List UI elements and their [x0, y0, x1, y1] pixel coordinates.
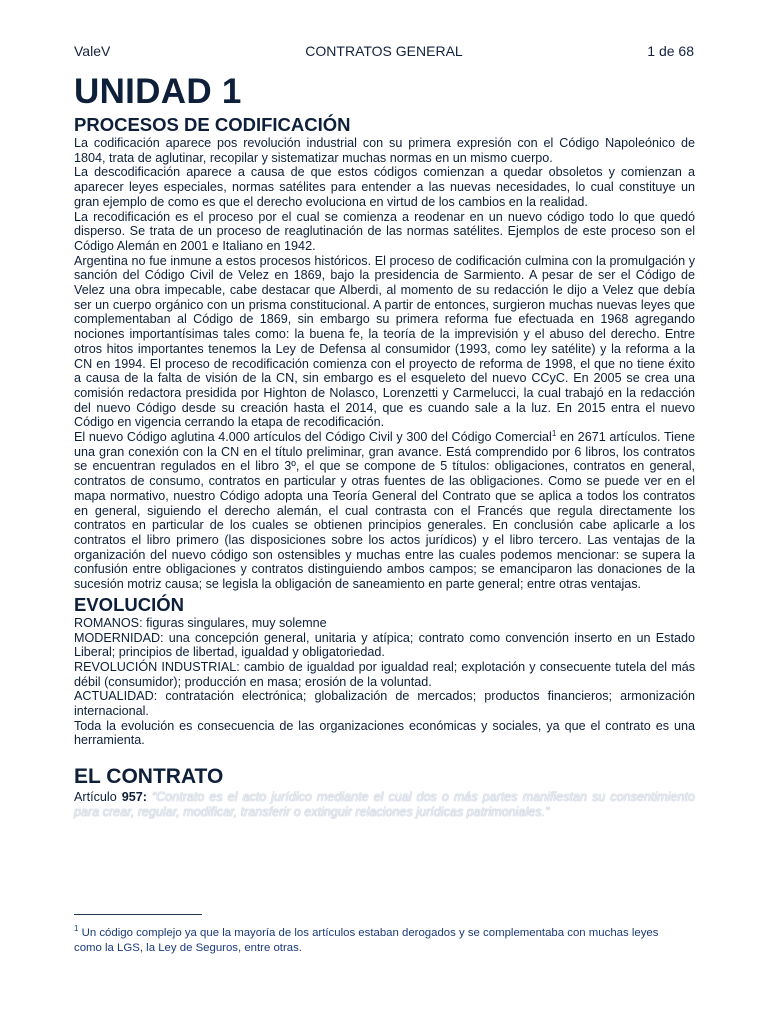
article-number: 957:	[121, 790, 147, 805]
article-quote: “Contrato es el acto jurídico mediante el cual dos o más partes manifiestan su consentimiento para crear, regular, modificar, transferir o extinguir relaciones jurídicas patrimoniales.”	[74, 790, 695, 819]
page-number: 1 de 68	[647, 43, 694, 59]
header-author: ValeV	[74, 43, 111, 59]
document-body	[74, 72, 695, 820]
paragraph: La codificación aparece pos revolución industrial con su primera expresión con el Código Napoleónico de 1804, trata de aglutinar, recopilar y sistematizar muchas normas en un mismo cuerpo.	[74, 136, 695, 165]
evolution-item: MODERNIDAD: una concepción general, unitaria y atípica; contrato como convención inserto en un Estado Liberal; principios de libertad, igualdad y obligatoriedad.	[74, 630, 695, 660]
evolution-item: ROMANOS: figuras singulares, muy solemne	[74, 615, 327, 630]
evolution-item: REVOLUCIÓN INDUSTRIAL: cambio de igualdad por igualdad real; explotación y consecuente tutela del más débil (consumidor); producción en masa; erosión de la voluntad.	[74, 659, 695, 689]
footnote-reference[interactable]: 1	[551, 428, 557, 438]
section-heading-evolucion: EVOLUCIÓN	[74, 593, 184, 615]
header-title: CONTRATOS GENERAL	[305, 43, 463, 59]
paragraph: La recodificación es el proceso por el cual se comienza a reodenar en un nuevo código todo lo que quedó disperso. Se trata de un proceso de reaglutinación de las normas satélites. Ejemplos de este proceso son el Código Alemán en 2001 e Italiano en 1942.	[74, 209, 695, 253]
paragraph-text: El nuevo Código aglutina 4.000 artículos del Código Civil y 300 del Código Comercial	[74, 430, 552, 445]
footnote-divider	[74, 914, 202, 915]
paragraph-text: en 2671 artículos. Tiene una gran conexión con la CN en el título preliminar, gran avance. Está comprendido por 6 libros, los contratos se encuentran regulados en el libro 3º, el que se compone de 5 títulos: obligaciones, contratos en general, contratos de consumo, contratos en particular y otras fuentes de las obligaciones. Como se puede ver en el mapa normativo, nuestro Código adopta una Teoría General del Contrato que se aplica a todos los contratos en general, siguiendo el derecho alemán, el cual contrasta con el Francés que regula directamente los contratos en particular de los cuales se obtienen principios generales. En conclusión cabe aplicarle a los contratos el libro primero (las disposiciones sobre los actos jurídicos) y el libro tercero. Las ventajas de la organización del nuevo código son ostensibles y muchas entre las cuales podemos mencionar: se supera la confusión entre obligaciones y contratos distinguiendo ambos campos; se emanciparon las donaciones de la sucesión motriz causa; se legisla la obligación de saneamiento en parte general; entre otras ventajas.	[74, 430, 695, 592]
paragraph	[74, 430, 695, 592]
footnote-text: Un código complejo ya que la mayoría de los artículos estaban derogados y se complementaba con muchas leyes como la LGS, la Ley de Seguros, entre otras.	[74, 927, 659, 954]
paragraph: Argentina no fue inmune a estos procesos históricos. El proceso de codificación culmina con la promulgación y sanción del Código Civil de Velez en 1869, bajo la presidencia de Sarmiento. A pesar de ser el Código de Velez una obra impecable, cabe destacar que Alberdi, al momento de su redacción le dijo a Velez que debía ser un cuerpo orgánico con un prisma constitucional. A partir de entonces, surgieron muchas nuevas leyes que complementaban al Código de 1869, sin embargo su primera reforma fue efectuada en 1968 agregando nociones importantísimas tales como: la buena fe, la teoría de la imprevisión y el abuso del derecho. Entre otros hitos importantes tenemos la Ley de Defensa al consumidor (1993, como ley satélite) y la reforma a la CN en 1994. El proceso de recodificación comienza con el proyecto de reforma de 1998, el que no tiene éxito a causa de la falta de visión de la CN, sin embargo es el esqueleto del nuevo CCyC. En 2005 se crea una comisión redactora presidida por Highton de Nolasco, Lorenzetti y Carmelucci, la cual trabajó en la redacción del nuevo Código desde su creación hasta el 2014, que es cuando sale a la luz. En 2015 entra el nuevo Código en vigencia cerrando la etapa de recodificación.	[74, 253, 695, 430]
section-heading-contrato: EL CONTRATO	[74, 765, 224, 789]
evolution-item: Toda la evolución es consecuencia de las organizaciones económicas y sociales, ya que el contrato es una herramienta.	[74, 718, 695, 748]
article-paragraph	[74, 790, 695, 819]
section-heading-codificacion: PROCESOS DE CODIFICACIÓN	[74, 114, 351, 135]
article-label: Artículo	[74, 790, 122, 805]
evolution-item: ACTUALIDAD: contratación electrónica; globalización de mercados; productos financieros; armonización internacional.	[74, 689, 695, 719]
page-header	[74, 43, 694, 61]
unit-title: UNIDAD 1	[74, 72, 242, 111]
footnote	[74, 926, 674, 956]
paragraph: La descodificación aparece a causa de que estos códigos comienzan a quedar obsoletos y comienzan a aparecer leyes especiales, normas satélites para entender a las nuevas necesidades, lo cual constituye un gran ejemplo de como es que el derecho evoluciona en virtud de los cambios en la realidad.	[74, 165, 695, 209]
footnote-mark: 1	[74, 924, 79, 934]
